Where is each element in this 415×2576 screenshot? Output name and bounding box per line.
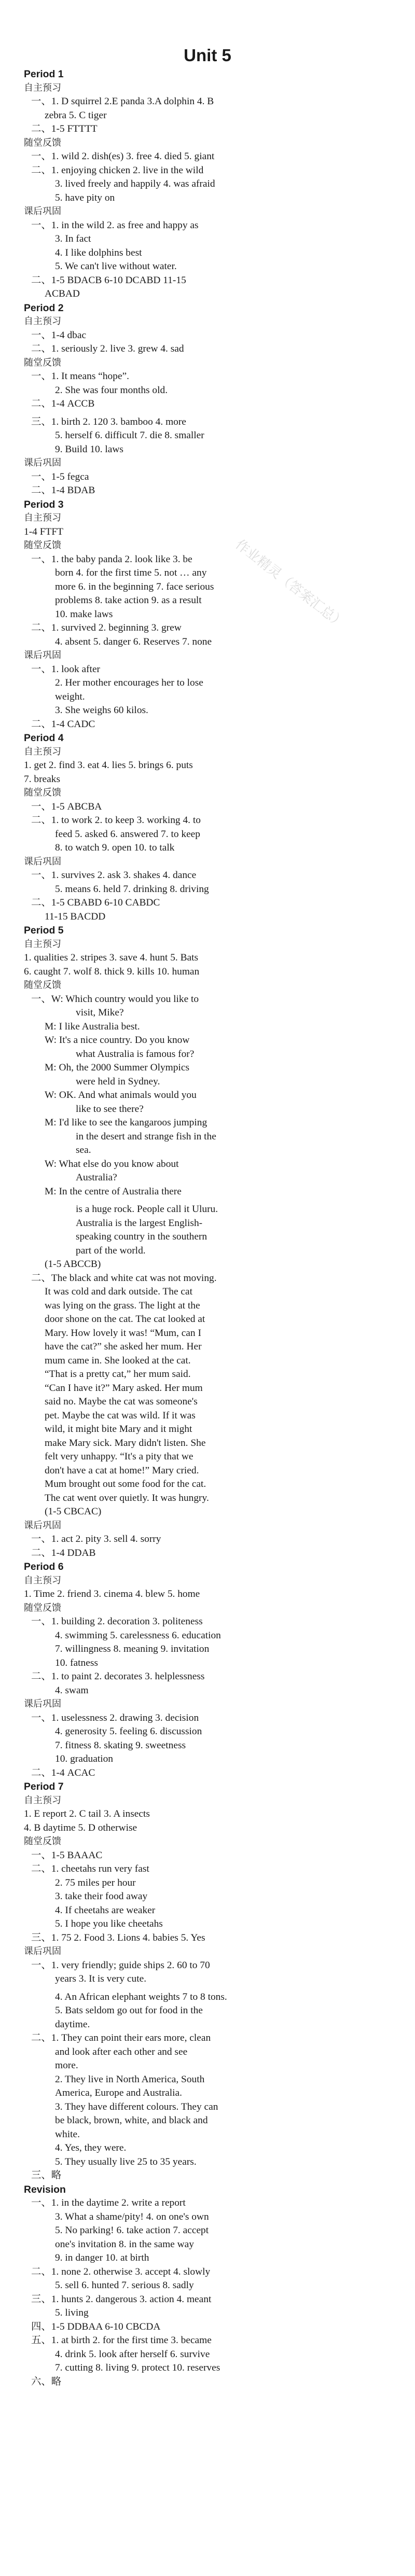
answer-line: 5. Bats seldom go out for food in the — [55, 2005, 203, 2016]
answer-line: don't have a cat at home!” Mary cried. — [45, 1465, 199, 1476]
answer-line: 4. B daytime 5. D otherwise — [24, 1822, 137, 1833]
answer-line: 1-4 FTFT — [24, 526, 63, 537]
subsection-label: 课后巩固 — [24, 1520, 61, 1531]
answer-line: weight. — [55, 691, 85, 702]
answer-line: (1-5 CBCAC) — [45, 1506, 102, 1517]
spacer — [24, 411, 397, 415]
subsection-label: 随堂反馈 — [24, 980, 61, 991]
answer-line: more 6. in the beginning 7. face serious — [55, 581, 214, 592]
answer-line: 二、1-5 FTTTT — [31, 123, 98, 134]
answer-line: The cat went over quietly. It was hungry. — [45, 1492, 209, 1503]
answer-line: was lying on the grass. The light at the — [45, 1300, 200, 1311]
answer-line: W: What else do you know about — [45, 1158, 179, 1169]
section-heading: Period 3 — [24, 498, 64, 510]
answer-line: 2. She was four months old. — [55, 384, 168, 396]
answer-line: 3. lived freely and happily 4. was afraid — [55, 178, 215, 189]
answer-line: what Australia is famous for? — [76, 1048, 195, 1060]
subsection-label: 随堂反馈 — [24, 540, 61, 551]
answer-line: Mary. How lovely it was! “Mum, can I — [45, 1327, 201, 1339]
answer-line: 二、1. to paint 2. decorates 3. helplessness — [31, 1671, 205, 1682]
answer-line: pet. Maybe the cat was wild. If it was — [45, 1410, 196, 1421]
answer-line: 二、1. cheetahs run very fast — [31, 1863, 149, 1874]
answer-line: 一、1. survives 2. ask 3. shakes 4. dance — [31, 870, 197, 881]
answer-line: It was cold and dark outside. The cat — [45, 1286, 193, 1297]
answer-line: 1. qualities 2. stripes 3. save 4. hunt 5. Bats — [24, 952, 199, 963]
answer-line: problems 8. take action 9. as a result — [55, 595, 202, 606]
answer-line: 5. No parking! 6. take action 7. accept — [55, 2225, 209, 2236]
answer-line: 二、1. to work 2. to keep 3. working 4. to — [31, 815, 201, 826]
spacer — [24, 1986, 397, 1990]
answer-line: 7. breaks — [24, 773, 60, 785]
answer-line: 一、1-5 fegca — [31, 471, 89, 482]
answer-line: 3. take their food away — [55, 1891, 148, 1902]
answer-line: said no. Maybe the cat was someone's — [45, 1396, 198, 1407]
answer-line: 二、1. none 2. otherwise 3. accept 4. slowly — [31, 2266, 211, 2277]
subsection-label: 随堂反馈 — [24, 137, 61, 148]
subsection-label: 自主预习 — [24, 746, 61, 757]
subsection-label: 自主预习 — [24, 512, 61, 523]
answer-line: W: It's a nice country. Do you know — [45, 1035, 190, 1046]
answer-line: 5. We can't live without water. — [55, 261, 177, 272]
answer-line: feed 5. asked 6. answered 7. to keep — [55, 828, 200, 840]
answer-line: 5. living — [55, 2307, 89, 2318]
answer-line: Australia is the largest English- — [76, 1217, 203, 1229]
answer-line: more. — [55, 2060, 78, 2071]
answer-line: 一、1. wild 2. dish(es) 3. free 4. died 5. giant — [31, 151, 215, 162]
page-title: Unit 5 — [184, 46, 231, 65]
subsection-label: 自主预习 — [24, 1575, 61, 1586]
spacer — [24, 1199, 397, 1203]
answer-line: 10. graduation — [55, 1753, 114, 1764]
answer-line: 10. fatness — [55, 1657, 98, 1668]
section-heading: Period 5 — [24, 925, 64, 936]
answer-line: 5. have pity on — [55, 192, 115, 203]
answer-line: M: I like Australia best. — [45, 1021, 140, 1032]
answer-line: door shone on the cat. The cat looked at — [45, 1314, 205, 1325]
answer-line: M: Oh, the 2000 Summer Olympics — [45, 1062, 189, 1073]
answer-line: 二、1-4 DDAB — [31, 1547, 96, 1558]
answer-line: 11-15 BACDD — [45, 911, 106, 922]
answer-line: 二、1-4 ACAC — [31, 1767, 95, 1778]
answer-line: 2. 75 miles per hour — [55, 1877, 136, 1888]
answer-line: 一、1. in the wild 2. as free and happy as — [31, 219, 199, 231]
answer-line: in the desert and strange fish in the — [76, 1131, 216, 1142]
subsection-label: 随堂反馈 — [24, 1602, 61, 1613]
answer-line: is a huge rock. People call it Uluru. — [76, 1204, 218, 1215]
answer-line: M: In the centre of Australia there — [45, 1186, 182, 1197]
answer-line: 1. E report 2. C tail 3. A insects — [24, 1808, 150, 1819]
answer-line: America, Europe and Australia. — [55, 2087, 182, 2098]
answer-line: born 4. for the first time 5. not … any — [55, 567, 207, 578]
subsection-label: 课后巩固 — [24, 650, 61, 661]
subsection-label: 课后巩固 — [24, 206, 61, 217]
answer-line: 5. herself 6. difficult 7. die 8. smaller — [55, 430, 204, 441]
answer-line: 六、略 — [31, 2376, 62, 2387]
answer-line: 4. absent 5. danger 6. Reserves 7. none — [55, 636, 212, 647]
answer-line: visit, Mike? — [76, 1007, 124, 1018]
answer-line: 4. I like dolphins best — [55, 247, 142, 258]
answer-line: 4. If cheetahs are weaker — [55, 1904, 156, 1916]
answer-line: “Can I have it?” Mary asked. Her mum — [45, 1382, 203, 1394]
answer-line: W: OK. And what animals would you — [45, 1090, 197, 1101]
answer-line: 4. swam — [55, 1684, 89, 1696]
answer-line: 一、1. uselessness 2. drawing 3. decision — [31, 1712, 199, 1723]
answer-line: one's invitation 8. in the same way — [55, 2238, 194, 2250]
answer-line: M: I'd like to see the kangaroos jumping — [45, 1117, 208, 1128]
answer-line: Mum brought out some food for the cat. — [45, 1479, 206, 1489]
answer-line: 一、1-5 BAAAC — [31, 1849, 103, 1861]
answer-line: 一、1. building 2. decoration 3. politeness — [31, 1616, 203, 1627]
answer-line: 二、1-5 BDACB 6-10 DCABD 11-15 — [31, 274, 186, 286]
answer-line: 二、1. enjoying chicken 2. live in the wild — [31, 164, 204, 176]
answer-line: make Mary sick. Mary didn't listen. She — [45, 1437, 206, 1449]
answer-line: 一、1. look after — [31, 663, 101, 675]
subsection-label: 自主预习 — [24, 82, 61, 93]
answer-line: 10. make laws — [55, 608, 113, 620]
answer-line: 1. get 2. find 3. eat 4. lies 5. brings 6. puts — [24, 760, 193, 771]
answer-line: 二、1-5 CBABD 6-10 CABDC — [31, 897, 160, 908]
answer-line: 三、略 — [31, 2170, 62, 2181]
answer-line: 二、1-4 BDAB — [31, 485, 95, 496]
answer-line: 9. Build 10. laws — [55, 443, 123, 455]
answer-line: wild, it might bite Mary and it might — [45, 1424, 192, 1435]
subsection-label: 自主预习 — [24, 316, 61, 327]
answer-line: 一、1. the baby panda 2. look like 3. be — [31, 553, 192, 565]
answer-line: 一、W: Which country would you like to — [31, 993, 199, 1005]
answer-line: 7. fitness 8. skating 9. sweetness — [55, 1739, 186, 1751]
answer-line: Australia? — [76, 1172, 117, 1183]
answer-line: 二、1. seriously 2. live 3. grew 4. sad — [31, 343, 184, 354]
section-heading: Period 7 — [24, 1781, 64, 1792]
answer-line: 二、1-4 ACCB — [31, 398, 95, 409]
answer-line: 三、1. birth 2. 120 3. bamboo 4. more — [31, 416, 186, 427]
answer-line: 2. Her mother encourages her to lose — [55, 677, 203, 688]
answer-line: 9. in danger 10. at birth — [55, 2252, 149, 2263]
answer-line: 3. What a shame/pity! 4. on one's own — [55, 2211, 209, 2222]
subsection-label: 课后巩固 — [24, 457, 61, 468]
answer-line: 4. generosity 5. feeling 6. discussion — [55, 1726, 202, 1737]
answer-line: 6. caught 7. wolf 8. thick 9. kills 10. human — [24, 966, 200, 977]
answer-line: 二、1-4 CADC — [31, 718, 95, 730]
answer-line: 一、1-5 ABCBA — [31, 801, 102, 812]
section-heading: Period 1 — [24, 68, 64, 80]
answer-line: were held in Sydney. — [76, 1076, 160, 1087]
answer-line: sea. — [76, 1145, 91, 1155]
answer-line: 4. Yes, they were. — [55, 2142, 127, 2153]
answer-line: ACBAD — [45, 288, 80, 299]
answer-line: have the cat?” she asked her mum. Her — [45, 1341, 202, 1352]
answer-line: 五、1. at birth 2. for the first time 3. became — [31, 2335, 212, 2346]
answer-line: 3. She weighs 60 kilos. — [55, 705, 148, 716]
answer-line: 5. They usually live 25 to 35 years. — [55, 2156, 197, 2167]
answer-line: 3. In fact — [55, 233, 91, 244]
section-heading: Revision — [24, 2183, 66, 2195]
answer-line: 一、1. It means “hope”. — [31, 371, 130, 382]
subsection-label: 随堂反馈 — [24, 787, 61, 798]
answer-line: 2. They live in North America, South — [55, 2073, 205, 2085]
answer-line: 二、1. survived 2. beginning 3. grew — [31, 622, 182, 633]
answer-line: 4. An African elephant weights 7 to 8 tons. — [55, 1991, 227, 2002]
answer-line: 四、1-5 DDBAA 6-10 CBCDA — [31, 2321, 161, 2332]
subsection-label: 课后巩固 — [24, 1946, 61, 1957]
subsection-label: 自主预习 — [24, 938, 61, 950]
answer-line: speaking country in the southern — [76, 1231, 208, 1242]
subsection-label: 自主预习 — [24, 1794, 61, 1806]
answer-line: 5. means 6. held 7. drinking 8. driving — [55, 883, 209, 895]
subsection-label: 课后巩固 — [24, 1698, 61, 1709]
answer-line: “That is a pretty cat,” her mum said. — [45, 1369, 191, 1380]
answer-line: 三、1. hunts 2. dangerous 3. action 4. meant — [31, 2293, 212, 2305]
answer-line: zebra 5. C tiger — [45, 109, 107, 121]
answer-line: like to see there? — [76, 1103, 144, 1115]
section-heading: Period 2 — [24, 302, 64, 314]
subsection-label: 随堂反馈 — [24, 357, 61, 368]
answer-line: 一、1-4 dbac — [31, 329, 87, 341]
answer-line: 3. They have different colours. They can — [55, 2101, 218, 2112]
answer-line: 一、1. D squirrel 2.E panda 3.A dolphin 4. B — [31, 96, 214, 107]
subsection-label: 随堂反馈 — [24, 1836, 61, 1847]
answer-line: 4. swimming 5. carelessness 6. education — [55, 1630, 221, 1641]
answer-line: mum came in. She looked at the cat. — [45, 1355, 191, 1366]
answer-line: 1. Time 2. friend 3. cinema 4. blew 5. home — [24, 1589, 200, 1599]
answer-line: be black, brown, white, and black and — [55, 2115, 208, 2126]
answer-line: (1-5 ABCCB) — [45, 1259, 101, 1270]
answer-line: 7. willingness 8. meaning 9. invitation — [55, 1644, 210, 1654]
answer-line: daytime. — [55, 2018, 90, 2030]
answer-line: part of the world. — [76, 1245, 146, 1256]
answer-line: 7. cutting 8. living 9. protect 10. reserves — [55, 2362, 220, 2373]
watermark-stamp: 作业精灵（答案汇总） — [232, 536, 349, 632]
answer-line: 8. to watch 9. open 10. to talk — [55, 842, 175, 853]
answer-key-body — [24, 67, 397, 2389]
subsection-label: 课后巩固 — [24, 856, 61, 867]
answer-line: years 3. It is very cute. — [55, 1973, 147, 1984]
section-heading: Period 4 — [24, 732, 64, 744]
section-heading: Period 6 — [24, 1561, 64, 1572]
answer-line: 二、The black and white cat was not moving. — [31, 1272, 217, 1284]
answer-line: 三、1. 75 2. Food 3. Lions 4. babies 5. Yes — [31, 1932, 205, 1943]
answer-line: 二、1. They can point their ears more, clean — [31, 2032, 211, 2043]
answer-line: 4. drink 5. look after herself 6. survive — [55, 2348, 210, 2360]
answer-line: 5. I hope you like cheetahs — [55, 1918, 163, 1929]
answer-line: and look after each other and see — [55, 2046, 188, 2057]
answer-line: 一、1. very friendly; guide ships 2. 60 to 70 — [31, 1959, 210, 1971]
answer-line: felt very unhappy. “It's a pity that we — [45, 1451, 193, 1462]
answer-line: 5. sell 6. hunted 7. serious 8. sadly — [55, 2280, 194, 2291]
answer-line: 一、1. in the daytime 2. write a report — [31, 2197, 186, 2208]
answer-line: 一、1. act 2. pity 3. sell 4. sorry — [31, 1534, 161, 1544]
answer-line: white. — [55, 2128, 80, 2140]
